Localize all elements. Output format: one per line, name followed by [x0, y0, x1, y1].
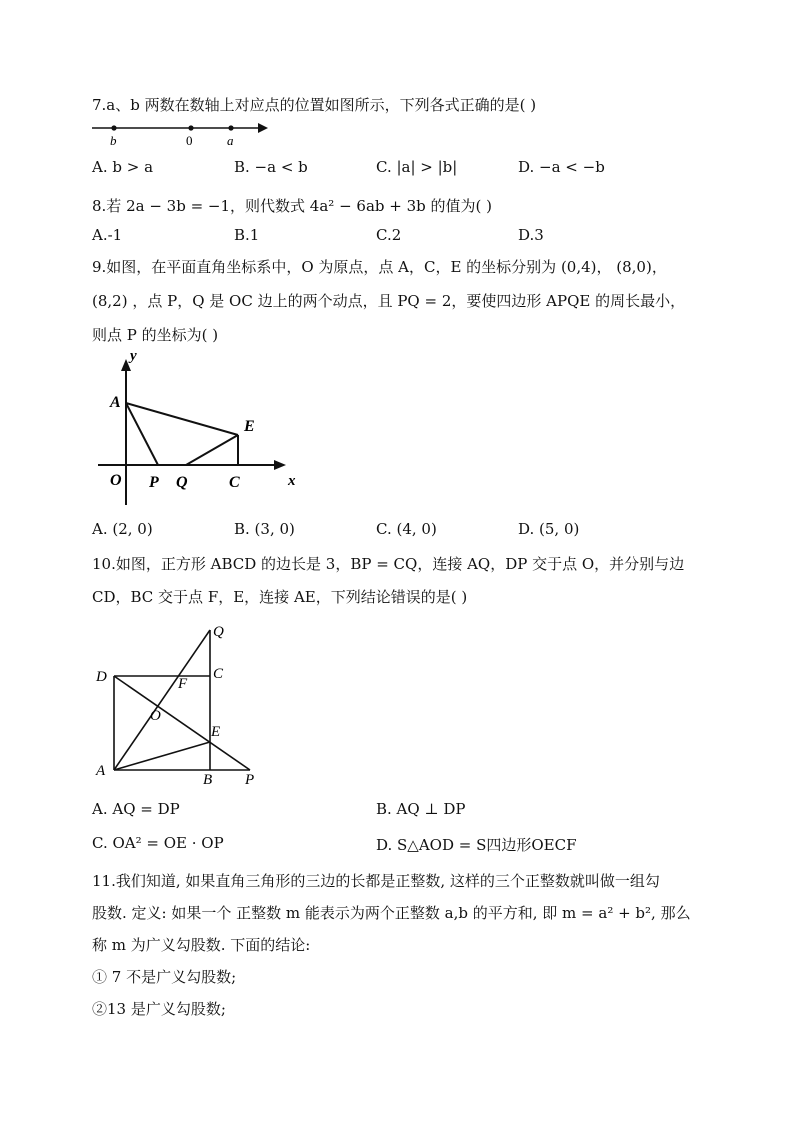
q7-option-c: C. |a| > |b|	[376, 158, 458, 176]
q9-label-A: A	[110, 394, 121, 411]
q9-label-y: y	[130, 348, 137, 364]
q9-label-P: P	[149, 474, 159, 491]
q10-stem-line2: CD，BC 交于点 F，E，连接 AE，下列结论错误的是( )	[92, 588, 468, 606]
q9-coordinate-figure	[90, 345, 320, 515]
q7-label-a: a	[227, 133, 234, 148]
q9-label-Q: Q	[176, 474, 188, 491]
q10-stem-line1: 10.如图，正方形 ABCD 的边长是 3，BP = CQ，连接 AQ，DP 交于点 O，并分别与边	[92, 555, 685, 573]
q9-stem-line2: (8,2) ，点 P，Q 是 OC 边上的两个动点，且 PQ = 2，要使四边形 APQE 的周长最小，	[92, 292, 686, 310]
q9-label-E: E	[244, 418, 255, 435]
q10-option-a: A. AQ = DP	[92, 800, 180, 818]
q9-option-a: A. (2, 0)	[92, 520, 153, 538]
q10-label-P: P	[245, 772, 255, 788]
q11-line1: 11.我们知道, 如果直角三角形的三边的长都是正整数, 这样的三个正整数就叫做一组勾	[92, 872, 660, 890]
q9-label-x: x	[288, 473, 296, 489]
q9-label-O: O	[110, 472, 122, 489]
q10-option-d: D. S△AOD = S四边形OECF	[376, 836, 577, 854]
q11-item2: ②13 是广义勾股数;	[92, 1000, 226, 1018]
q10-label-O: O	[150, 708, 161, 724]
q10-label-E: E	[211, 724, 221, 740]
q10-option-c: C. OA² = OE · OP	[92, 834, 224, 852]
q10-label-Q: Q	[213, 624, 224, 640]
q10-label-B: B	[203, 772, 213, 788]
q10-label-A: A	[96, 763, 106, 779]
q9-stem-line1: 9.如图，在平面直角坐标系中，O 为原点，点 A，C，E 的坐标分别为 (0,4)， (8,0)，	[92, 258, 667, 276]
q7-option-b: B. −a < b	[234, 158, 308, 176]
q11-item1: ① 7 不是广义勾股数;	[92, 968, 237, 986]
q9-label-C: C	[229, 474, 240, 491]
q10-square-figure	[90, 618, 280, 788]
q7-option-d: D. −a < −b	[518, 158, 605, 176]
q10-option-b: B. AQ ⊥ DP	[376, 800, 466, 818]
q10-label-F: F	[178, 676, 188, 692]
q7-label-zero: 0	[186, 133, 193, 148]
q9-option-b: B. (3, 0)	[234, 520, 295, 538]
q7-stem: 7.a、b 两数在数轴上对应点的位置如图所示，下列各式正确的是( )	[92, 96, 537, 114]
q8-option-b: B.1	[234, 226, 260, 244]
q9-option-c: C. (4, 0)	[376, 520, 437, 538]
q7-option-a: A. b > a	[92, 158, 154, 176]
q8-stem: 8.若 2a − 3b = −1，则代数式 4a² − 6ab + 3b 的值为( )	[92, 197, 492, 215]
q7-label-b: b	[110, 133, 117, 148]
q8-option-a: A.-1	[92, 226, 123, 244]
q11-line2: 股数. 定义: 如果一个 正整数 m 能表示为两个正整数 a,b 的平方和, 即 m = a² + b², 那么	[92, 904, 691, 922]
q10-label-C: C	[213, 666, 224, 682]
q8-option-c: C.2	[376, 226, 402, 244]
q9-option-d: D. (5, 0)	[518, 520, 580, 538]
q10-label-D: D	[96, 669, 107, 685]
q7-number-line	[90, 118, 280, 152]
q8-option-d: D.3	[518, 226, 544, 244]
q11-line3: 称 m 为广义勾股数. 下面的结论:	[92, 936, 311, 954]
q9-stem-line3: 则点 P 的坐标为( )	[92, 326, 219, 344]
